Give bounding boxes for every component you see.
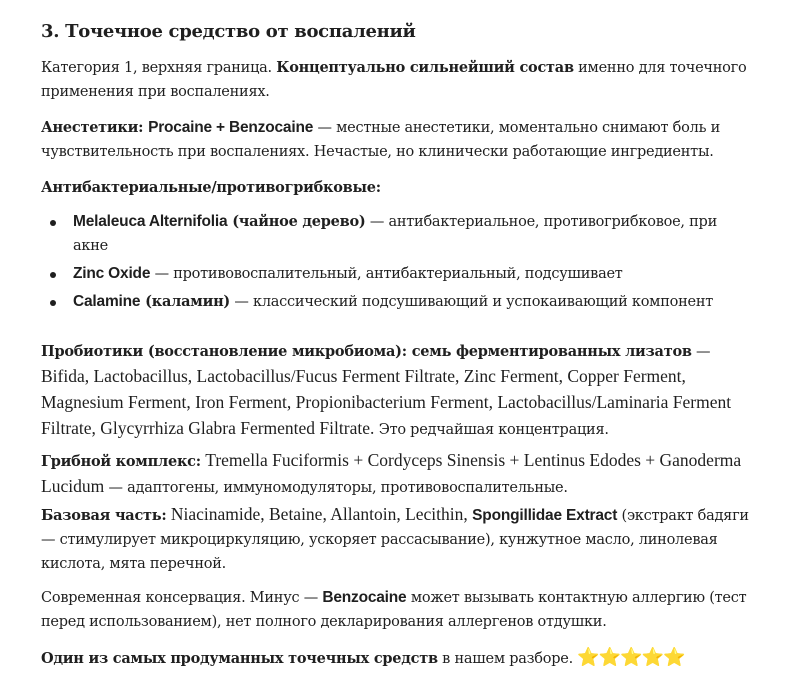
intro-tail: именно для точечного применения при воспалениях.	[41, 60, 747, 100]
list-item	[41, 210, 756, 258]
mushroom-label: Грибной комплекс:	[41, 453, 201, 470]
mushroom-clipped-block	[41, 448, 756, 496]
item-name-extra: (чайное дерево)	[227, 213, 366, 230]
preservation-bold: Benzocaine	[322, 589, 407, 606]
anesthetics-paragraph	[41, 116, 756, 164]
list-item	[41, 290, 756, 314]
probiotics-dash: —	[691, 344, 711, 360]
intro-lead: Категория 1, верхняя граница.	[41, 60, 277, 76]
list-item	[41, 262, 756, 286]
intro-bold: Концептуально сильнейший состав	[276, 59, 574, 76]
antibacterial-heading	[41, 176, 756, 200]
probiotics-list: Bifida, Lactobacillus, Lactobacillus/Fucus Ferment Filtrate, Zinc Ferment, Copper Ferment, Magnesium Ferment, Iron Ferment, Propionibacterium Ferment, Lactobacillus/Laminaria Ferment Filtrate, Glycyrrhiza Glabra Fermented Filtrate.	[41, 366, 732, 438]
probiotics-paragraph	[41, 340, 756, 442]
star-rating-icon: ⭐⭐⭐⭐⭐	[577, 647, 685, 668]
verdict-paragraph	[41, 646, 756, 671]
section-title: 3. Точечное средство от воспалений	[41, 21, 416, 42]
item-name: Zinc Oxide	[73, 265, 151, 282]
item-text: — классический подсушивающий и успокаивающий компонент	[230, 294, 714, 310]
antibacterial-heading-text: Антибактериальные/противогрибковые:	[41, 179, 381, 196]
item-text: — антибактериальное, противогрибковое, при акне	[73, 214, 718, 254]
item-name: Melaleuca Alternifolia	[73, 213, 228, 230]
base-tail: (экстракт бадяги — стимулирует микроциркуляцию, ускоряет рассасывание), кунжутное масло, линолевая кислота, мята перечной.	[41, 508, 749, 572]
base-label: Базовая часть:	[41, 507, 167, 524]
mushroom-paragraph	[41, 448, 756, 500]
anesthetics-names: Procaine + Benzocaine	[148, 119, 314, 136]
preservation-tail: может вызывать контактную аллергию (тест перед использованием), нет полного декларирования аллергенов отдушки.	[41, 590, 747, 630]
base-bold: Spongillidae Extract	[472, 507, 618, 524]
base-paragraph	[41, 502, 756, 576]
mushroom-tail: — адаптогены, иммуномодуляторы, противовоспалительные.	[104, 480, 568, 496]
probiotics-label: Пробиотики (восстановление микробиома): семь ферментированных лизатов	[41, 343, 692, 360]
mushroom-list: Tremella Fuciformis + Cordyceps Sinensis + Lentinus Edodes + Ganoderma Lucidum	[41, 450, 742, 496]
preservation-paragraph	[41, 586, 756, 634]
anesthetics-text: — местные анестетики, моментально снимают боль и чувствительность при воспалениях. Нечастые, но клинически работающие ингредиенты.	[41, 120, 721, 160]
item-text: — противовоспалительный, антибактериальный, подсушивает	[150, 266, 623, 282]
item-name: Calamine	[73, 293, 141, 310]
verdict-tail: в нашем разборе.	[437, 651, 578, 667]
verdict-bold: Один из самых продуманных точечных средств	[41, 650, 438, 667]
anesthetics-label: Анестетики:	[41, 119, 149, 136]
probiotics-tail: Это редчайшая концентрация.	[374, 422, 609, 438]
preservation-lead: Современная консервация. Минус —	[41, 590, 323, 606]
base-list: Niacinamide, Betaine, Allantoin, Lecithin,	[166, 504, 473, 524]
item-name-extra: (каламин)	[140, 293, 231, 310]
antibacterial-list	[41, 210, 756, 318]
intro-paragraph	[41, 56, 756, 104]
